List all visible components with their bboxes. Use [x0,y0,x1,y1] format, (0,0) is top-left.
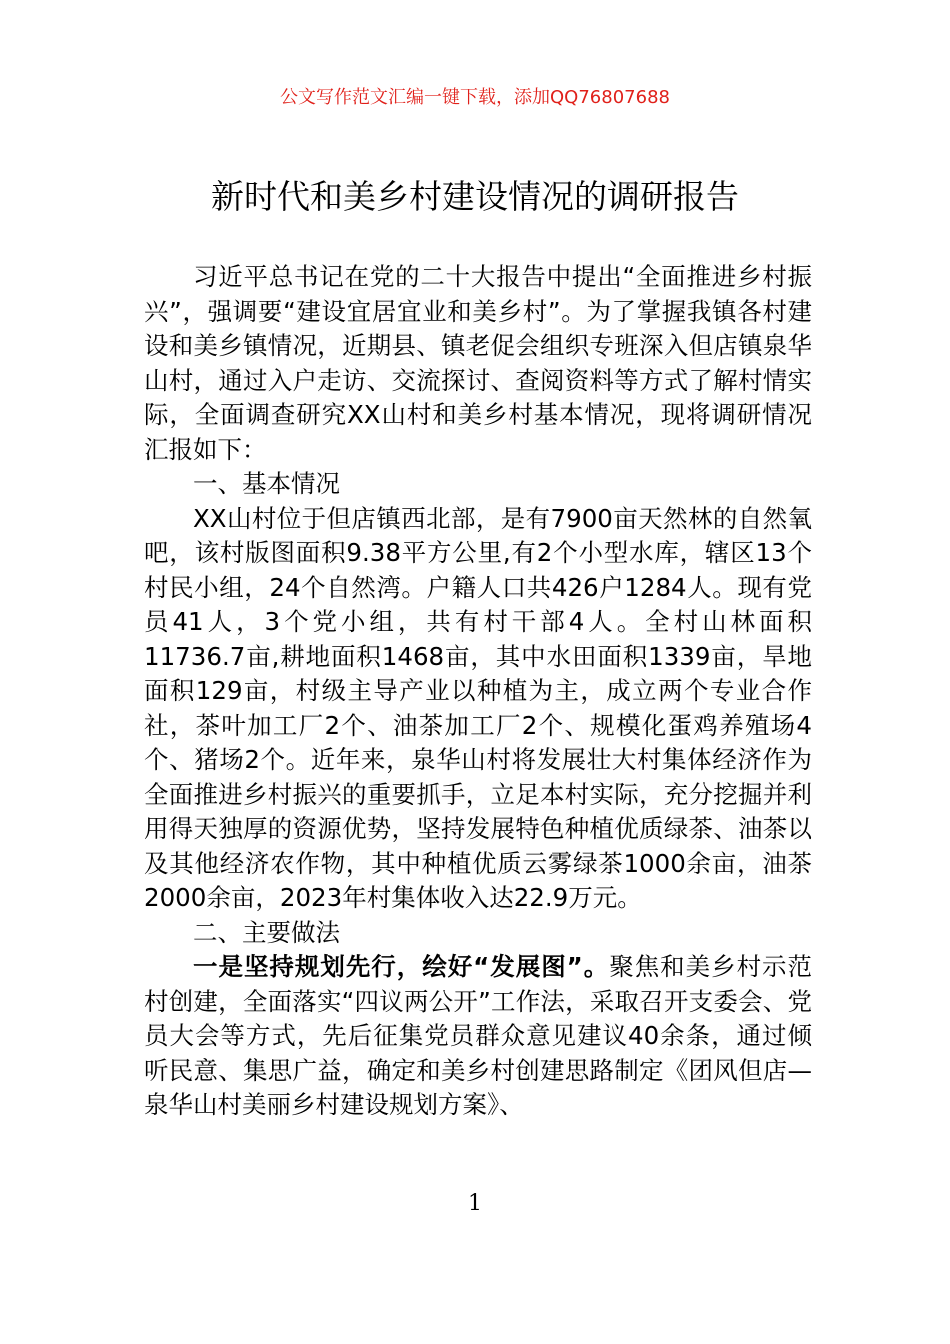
download-notice: 公文写作范文汇编一键下载，添加QQ76807688 [280,87,670,108]
page-number: 1 [468,1191,482,1216]
practice-one-text: 聚焦和美乡村示范村创建，全面落实“四议两公开”工作法，采取召开支委会、党员大会等方式，先后征集党员群众意见建议40余条，通过倾听民意、集思广益，确定和美乡村创建思路制定《团风但店—泉华山村美丽乡村建设规划方案》、 [144,952,813,1119]
document-body [144,260,812,1123]
intro-paragraph: 习近平总书记在党的二十大报告中提出“全面推进乡村振兴”，强调要“建设宜居宜业和美乡村”。为了掌握我镇各村建设和美乡镇情况，近期县、镇老促会组织专班深入但店镇泉华山村，通过入户走访、交流探讨、查阅资料等方式了解村情实际，全面调查研究XX山村和美乡村基本情况，现将调研情况汇报如下： [144,262,812,464]
basic-situation-paragraph: XX山村位于但店镇西北部，是有7900亩天然林的自然氧吧，该村版图面积9.38平方公里,有2个小型水库，辖区13个村民小组，24个自然湾。户籍人口共426户1284人。现有党员41人，3个党小组，共有村干部4人。全村山林面积11736.7亩,耕地面积1468亩，其中水田面积1339亩，旱地面积129亩，村级主导产业以种植为主，成立两个专业合作社，茶叶加工厂2个、油茶加工厂2个、规模化蛋鸡养殖场4个、猪场2个。近年来，泉华山村将发展壮大村集体经济作为全面推进乡村振兴的重要抓手，立足本村实际，充分挖掘并利用得天独厚的资源优势，坚持发展特色种植优质绿茶、油茶以及其他经济农作物，其中种植优质云雾绿茶1000余亩，油茶2000余亩，2023年村集体收入达22.9万元。 [144,503,812,912]
section-heading-basic-situation: 一、基本情况 [193,469,340,498]
practice-one-lead: 一是坚持规划先行，绘好“发展图”。 [193,952,610,981]
practice-one-paragraph [144,950,812,1123]
section-heading-main-practices: 二、主要做法 [193,917,340,947]
document-title: 新时代和美乡村建设情况的调研报告 [211,177,739,216]
